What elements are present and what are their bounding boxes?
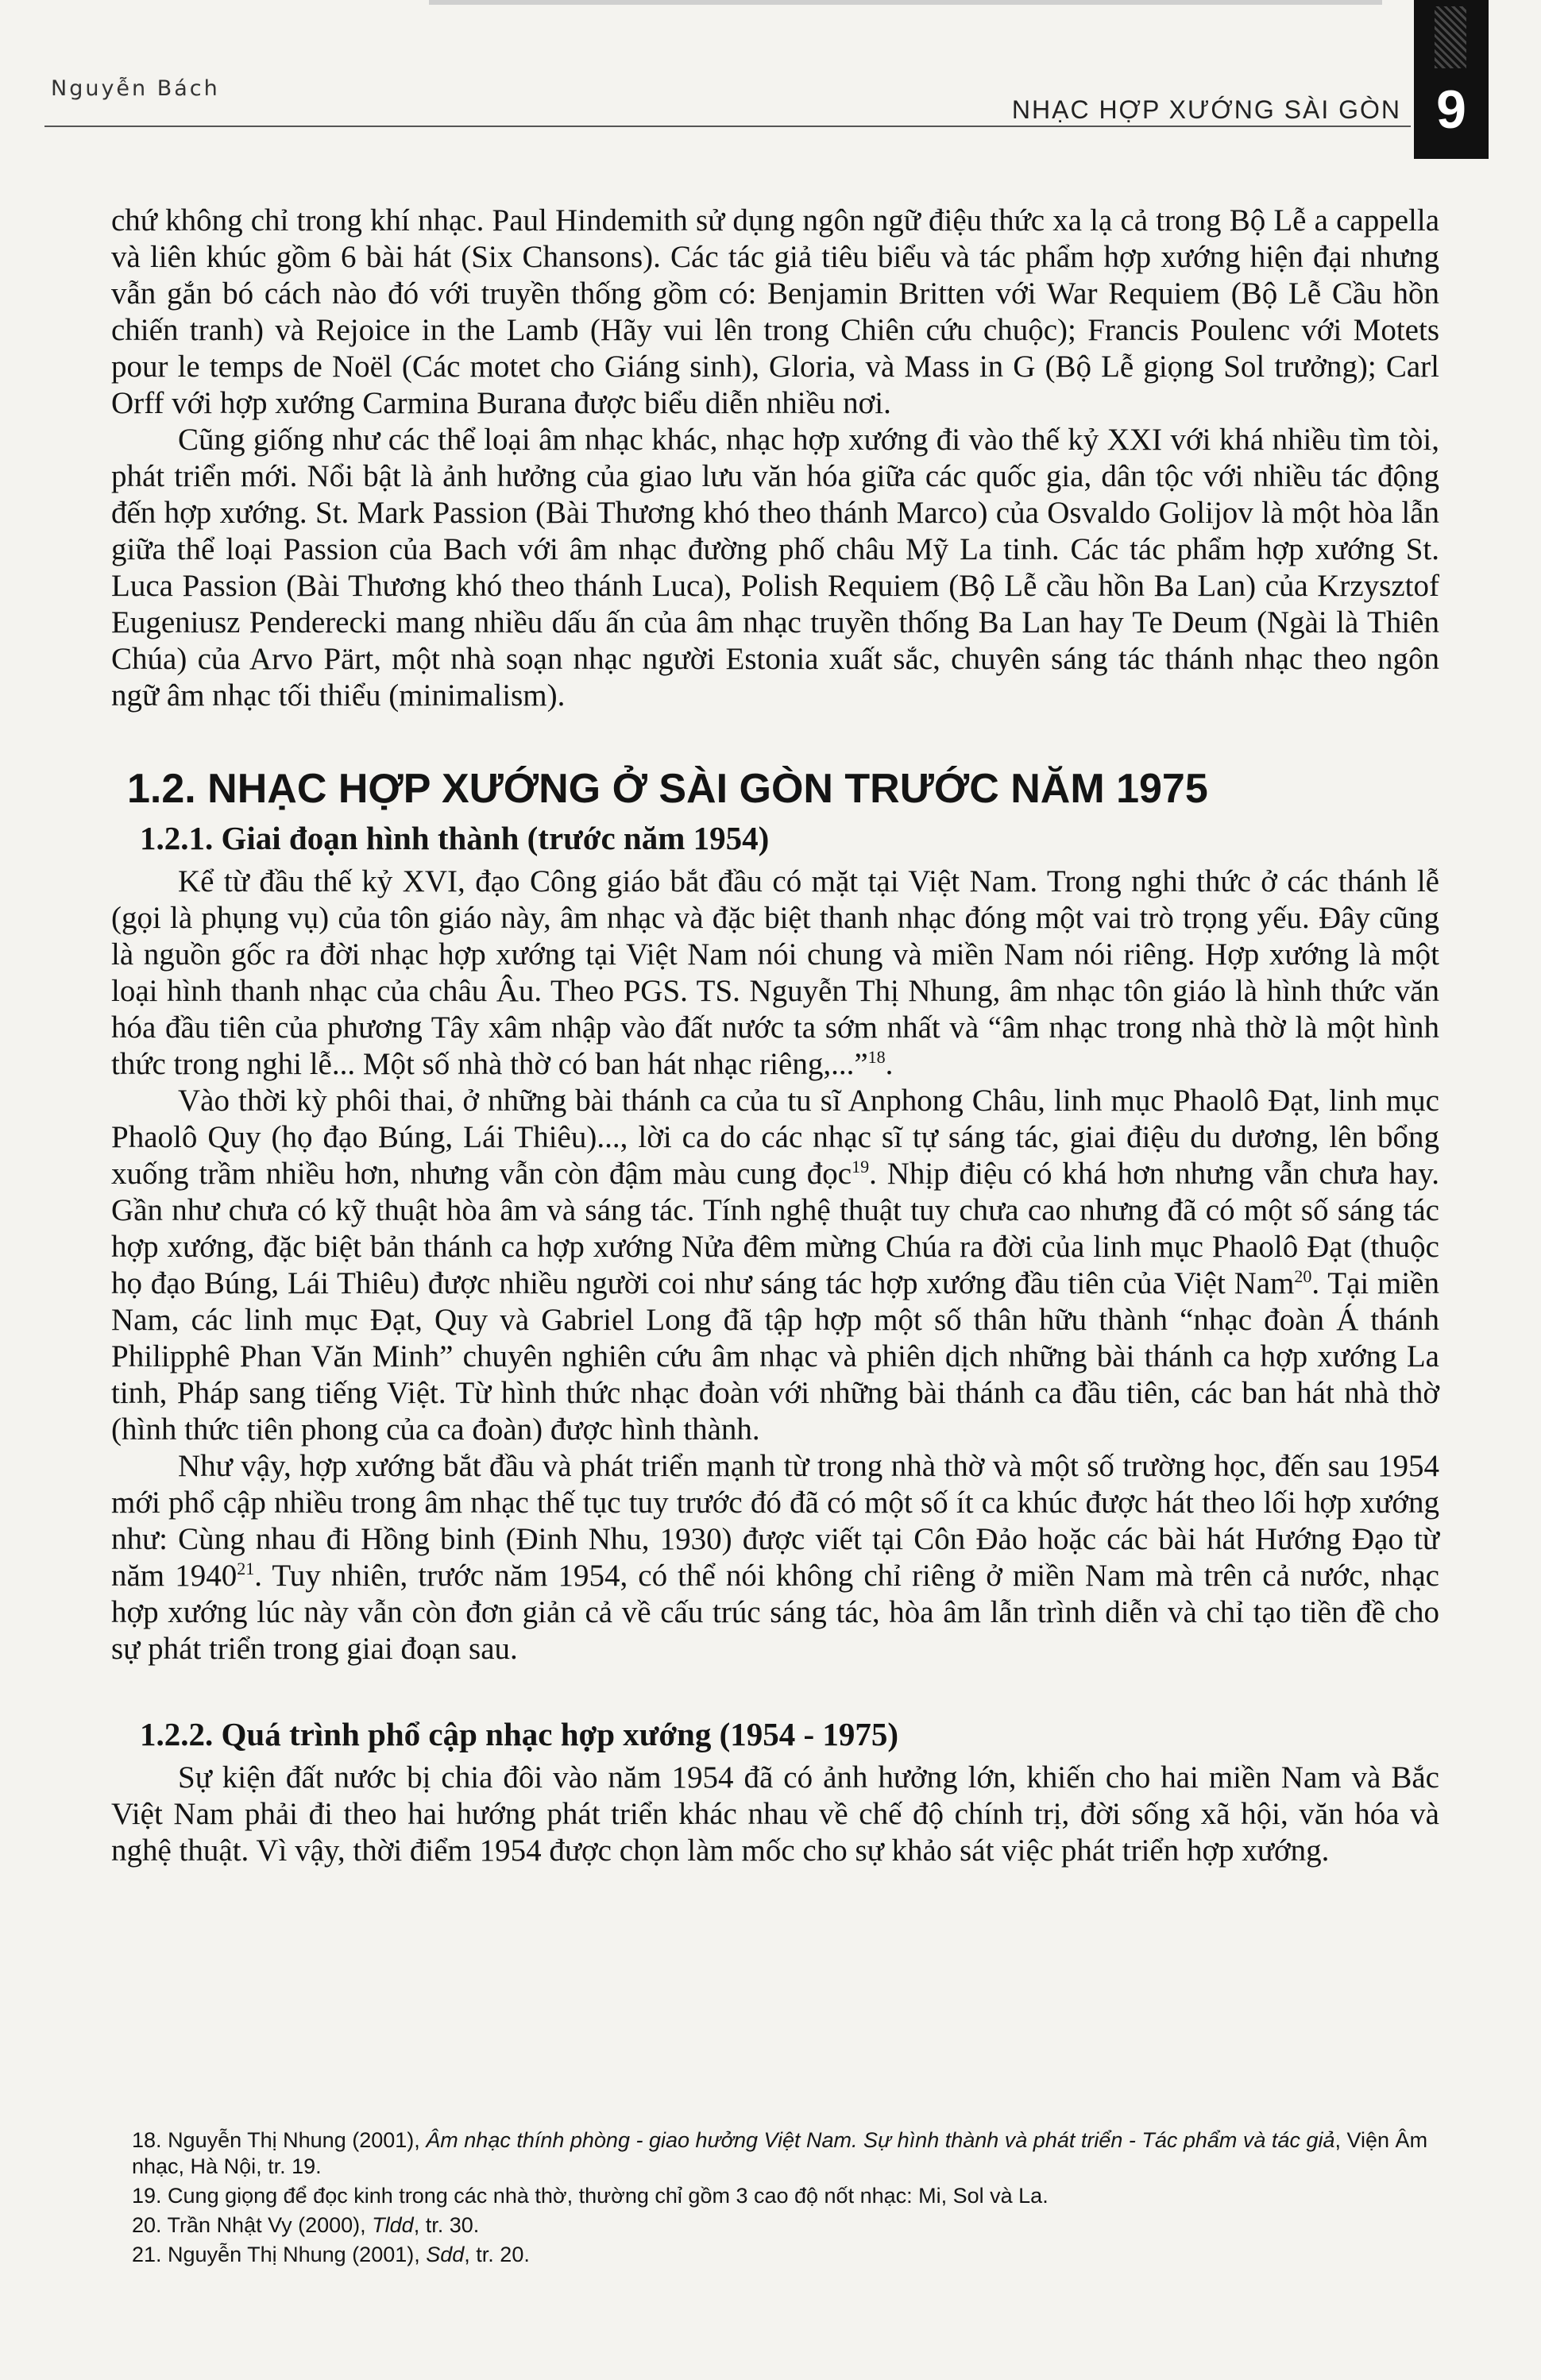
subsection-heading-1: 1.2.1. Giai đoạn hình thành (trước năm 1954) (140, 820, 770, 856)
footnotes (132, 2127, 1482, 2271)
section-heading: 1.2. NHẠC HỢP XƯỚNG Ở SÀI GÒN TRƯỚC NĂM 1975 (127, 766, 1208, 812)
footnote-18: 18. Nguyễn Thị Nhung (2001), Âm nhạc thính phòng - giao hưởng Việt Nam. Sự hình thành và phát triển - Tác phẩm và tác giả, Viện Âm nhạc, Hà Nội, tr. 19. (132, 2128, 1428, 2178)
footnote-ref[interactable]: 19 (852, 1157, 870, 1176)
sub1-paragraph-3: Như vậy, hợp xướng bắt đầu và phát triển mạnh từ trong nhà thờ và một số trường học, đến sau 1954 mới phổ cập nhiều trong âm nhạc thế tục tuy trước đó đã có một số ít ca khúc được hát theo lối hợp xướng như: Cùng nhau đi Hồng binh (Đinh Nhu, 1930) được viết tại Côn Đảo hoặc các bài hát Hướng Đạo từ năm 1940$^{21}$. Tuy nhiên, trước năm 1954, có thể nói không chỉ riêng ở miền Nam mà trên cả nước, nhạc hợp xướng lúc này vẫn còn đơn giản cả về cấu trúc sáng tác, hòa âm lẫn trình diễn và chỉ tạo tiền đề cho sự phát triển trong giai đoạn sau. (111, 1449, 1439, 1666)
footnote-ref[interactable]: 21 (237, 1559, 255, 1578)
subsection-heading-2: 1.2.2. Quá trình phổ cập nhạc hợp xướng (1954 - 1975) (140, 1716, 899, 1752)
intro-paragraph-2: Cũng giống như các thể loại âm nhạc khác, nhạc hợp xướng đi vào thế kỷ XXI với khá nhiều tìm tòi, phát triển mới. Nổi bật là ảnh hưởng của giao lưu văn hóa giữa các quốc gia, dân tộc với nhiều tác động đến hợp xướng. St. Mark Passion (Bài Thương khó theo thánh Marco) của Osvaldo Golijov là một hòa lẫn giữa thể loại Passion của Bach với âm nhạc đường phố châu Mỹ La tinh. Các tác phẩm hợp xướng St. Luca Passion (Bài Thương khó theo thánh Luca), Polish Requiem (Bộ Lễ cầu hồn Ba Lan) của Krzysztof Eugeniusz Penderecki mang nhiều dấu ấn của âm nhạc truyền thống Ba Lan hay Te Deum (Ngài là Thiên Chúa) của Arvo Pärt, một nhà soạn nhạc người Estonia xuất sắc, chuyên sáng tác thánh nhạc theo ngôn ngữ âm nhạc tối thiểu (minimalism). (111, 423, 1439, 713)
footnote-21: 21. Nguyễn Thị Nhung (2001), Sdd, tr. 20. (132, 2243, 530, 2266)
page-header (0, 0, 1541, 159)
running-author: Nguyễn Bách (51, 76, 220, 101)
tab-decoration (1435, 6, 1466, 68)
sub1-paragraph-1: Kể từ đầu thế kỷ XVI, đạo Công giáo bắt đầu có mặt tại Việt Nam. Trong nghi thức ở các thánh lễ (gọi là phụng vụ) của tôn giáo này, âm nhạc và đặc biệt thanh nhạc đóng một vai trò trọng yếu. Đây cũng là nguồn gốc ra đời nhạc hợp xướng tại Việt Nam nói chung và miền Nam nói riêng. Hợp xướng là một loại hình thanh nhạc của châu Âu. Theo PGS. TS. Nguyễn Thị Nhung, âm nhạc tôn giáo là hình thức văn hóa đầu tiên của phương Tây xâm nhập vào đất nước ta sớm nhất và “âm nhạc trong nhà thờ là một hình thức trong nghi lễ... Một số nhà thờ có ban hát nhạc riêng,...”$^{18}$. (111, 864, 1439, 1081)
footnote-ref[interactable]: 20 (1294, 1266, 1312, 1286)
footnote-19: 19. Cung giọng để đọc kinh trong các nhà thờ, thường chỉ gồm 3 cao độ nốt nhạc: Mi, Sol và La. (132, 2184, 1049, 2208)
header-rule (44, 126, 1411, 127)
sub2-paragraph-1: Sự kiện đất nước bị chia đôi vào năm 1954 đã có ảnh hưởng lớn, khiến cho hai miền Nam và Bắc Việt Nam phải đi theo hai hướng phát triển khác nhau về chế độ chính trị, đời sống xã hội, văn hóa và nghệ thuật. Vì vậy, thời điểm 1954 được chọn làm mốc cho sự khảo sát việc phát triển hợp xướng. (111, 1760, 1439, 1868)
page-number: 9 (1436, 79, 1466, 140)
running-title: NHẠC HỢP XƯỚNG SÀI GÒN (1011, 95, 1401, 124)
scan-edge (429, 0, 1382, 5)
sub1-paragraph-2: Vào thời kỳ phôi thai, ở những bài thánh ca của tu sĩ Anphong Châu, linh mục Phaolô Đạt, linh mục Phaolô Quy (họ đạo Búng, Lái Thiêu)..., lời ca do các nhạc sĩ tự sáng tác, giai điệu du dương, lên bổng xuống trầm nhiều hơn, nhưng vẫn còn đậm màu cung đọc$^{19}$. Nhịp điệu có khá hơn nhưng vẫn chưa hay. Gần như chưa có kỹ thuật hòa âm và sáng tác. Tính nghệ thuật tuy chưa cao nhưng đã có một số sáng tác hợp xướng, đặc biệt bản thánh ca hợp xướng Nửa đêm mừng Chúa ra đời của linh mục Phaolô Đạt (thuộc họ đạo Búng, Lái Thiêu) được nhiều người coi như sáng tác hợp xướng đầu tiên của Việt Nam$^{20}$. Tại miền Nam, các linh mục Đạt, Quy và Gabriel Long đã tập hợp một số thân hữu thành “nhạc đoàn Á thánh Philipphê Phan Văn Minh” chuyên nghiên cứu âm nhạc và phiên dịch những bài thánh ca hợp xướng La tinh, Pháp sang tiếng Việt. Từ hình thức nhạc đoàn với những bài thánh ca đầu tiên, các ban hát nhà thờ (hình thức tiên phong của ca đoàn) được hình thành. (111, 1084, 1440, 1447)
page-number-tab (1414, 0, 1489, 159)
footnote-20: 20. Trần Nhật Vy (2000), Tldd, tr. 30. (132, 2213, 480, 2237)
footnote-ref[interactable]: 18 (867, 1047, 886, 1067)
intro-paragraph-1: chứ không chỉ trong khí nhạc. Paul Hindemith sử dụng ngôn ngữ điệu thức xa lạ cả trong Bộ Lễ a cappella và liên khúc gồm 6 bài hát (Six Chansons). Các tác giả tiêu biểu và tác phẩm hợp xướng hiện đại nhưng vẫn gắn bó cách nào đó với truyền thống gồm có: Benjamin Britten với War Requiem (Bộ Lễ Cầu hồn chiến tranh) và Rejoice in the Lamb (Hãy vui lên trong Chiên cứu chuộc); Francis Poulenc với Motets pour le temps de Noël (Các motet cho Giáng sinh), Gloria, và Mass in G (Bộ Lễ giọng Sol trưởng); Carl Orff với hợp xướng Carmina Burana được biểu diễn nhiều nơi. (111, 203, 1439, 420)
page-body (111, 203, 1439, 1869)
